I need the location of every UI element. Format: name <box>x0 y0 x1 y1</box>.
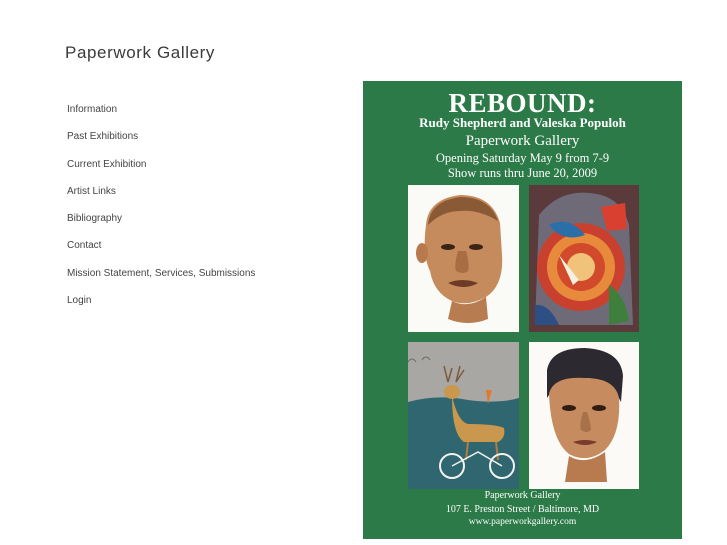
nav-item-current-exhibition[interactable]: Current Exhibition <box>67 158 147 170</box>
poster-show-dates: Show runs thru June 20, 2009 <box>447 166 598 180</box>
poster-footer-address: 107 E. Preston Street / Baltimore, MD <box>445 504 600 515</box>
artwork-deer-bicycle <box>408 342 519 489</box>
artwork-abstract-figure <box>529 185 639 332</box>
artwork-portrait-youth <box>529 342 639 489</box>
nav-item-login[interactable]: Login <box>67 295 92 307</box>
nav-item-bibliography[interactable]: Bibliography <box>67 213 123 225</box>
poster-opening: Opening Saturday May 9 from 7-9 <box>435 151 610 165</box>
poster-artists: Rudy Shepherd and Valeska Populoh <box>419 115 626 130</box>
main-nav <box>67 104 255 322</box>
poster-headline: REBOUND: <box>448 88 597 118</box>
poster-footer-gallery: Paperwork Gallery <box>484 490 561 501</box>
poster-footer-url: www.paperworkgallery.com <box>468 517 577 527</box>
nav-item-mission-statement[interactable]: Mission Statement, Services, Submissions <box>67 267 256 279</box>
poster-gallery-name: Paperwork Gallery <box>465 133 580 149</box>
nav-item-artist-links[interactable]: Artist Links <box>67 185 116 197</box>
nav-item-information[interactable]: Information <box>67 104 118 115</box>
site-title[interactable]: Paperwork Gallery <box>65 43 216 62</box>
artwork-portrait-man <box>408 185 519 332</box>
exhibition-poster <box>363 81 682 539</box>
nav-item-contact[interactable]: Contact <box>67 240 102 252</box>
nav-item-past-exhibitions[interactable]: Past Exhibitions <box>67 131 139 143</box>
